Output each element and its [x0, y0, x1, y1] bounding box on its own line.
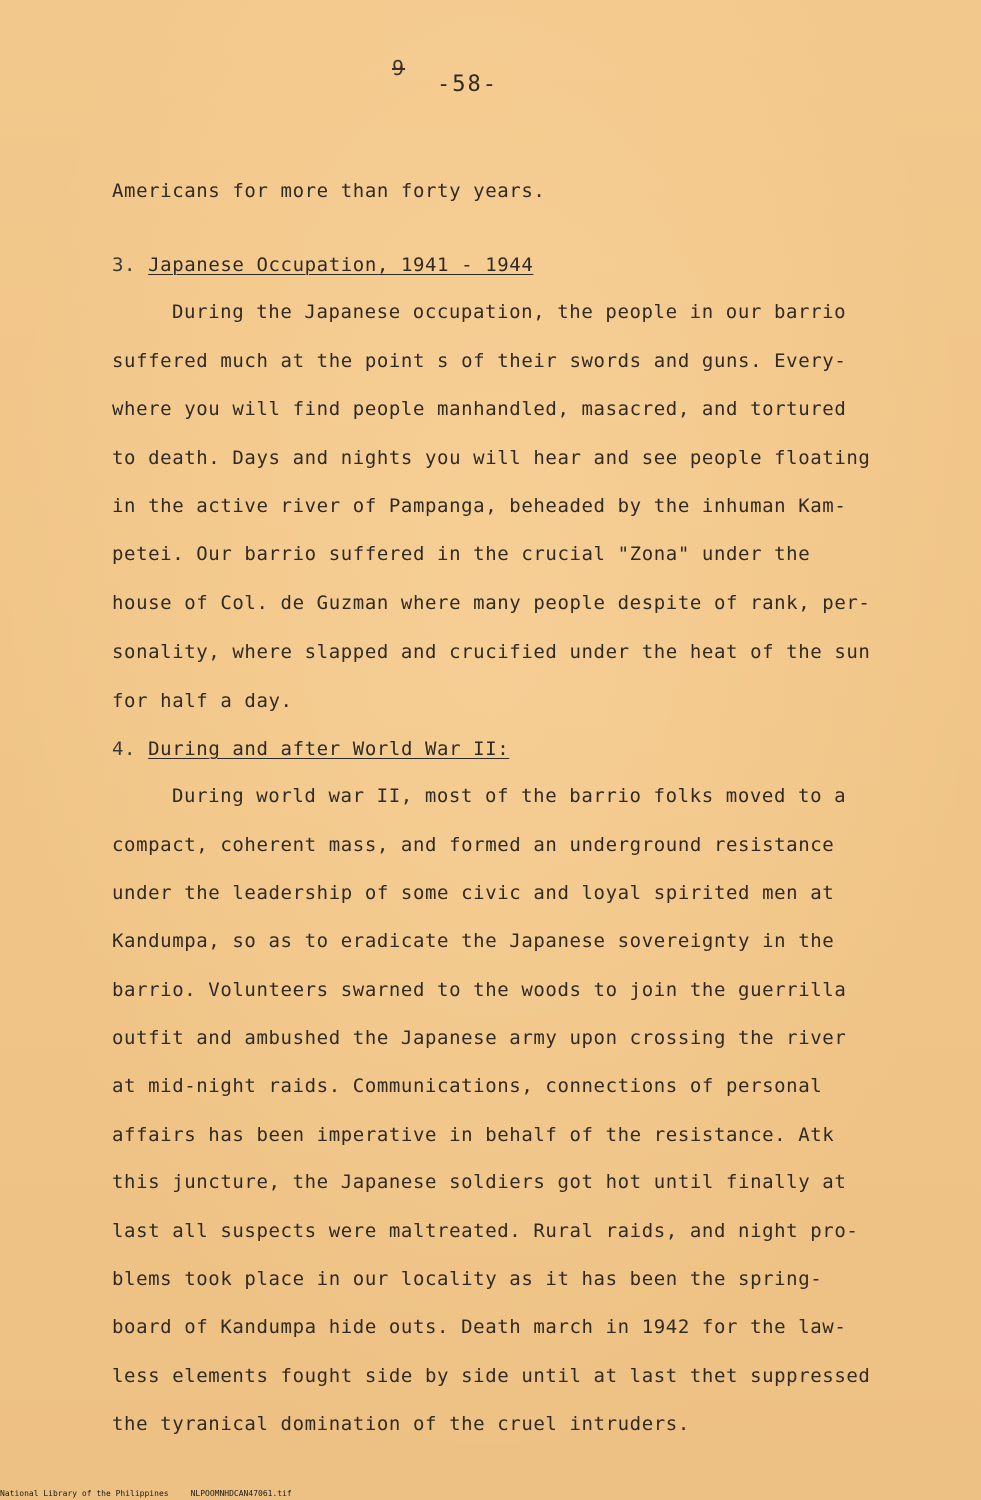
section-4-line: During world war II, most of the barrio folks moved to a	[172, 785, 847, 807]
section-4-line: last all suspects were maltreated. Rural raids, and night pro-	[112, 1220, 859, 1242]
section-3-number: 3.	[112, 254, 137, 276]
section-3-title: Japanese Occupation, 1941 - 1944	[148, 254, 534, 276]
section-3-line: house of Col. de Guzman where many people despite of rank, per-	[112, 592, 871, 614]
section-4-line: outfit and ambushed the Japanese army upon crossing the river	[112, 1027, 847, 1049]
section-4-heading	[112, 738, 509, 760]
section-3-line: sonality, where slapped and crucified under the heat of the sun	[112, 641, 871, 663]
section-4-title: During and after World War II:	[148, 738, 510, 760]
section-4-line: affairs has been imperative in behalf of the resistance. Atk	[112, 1124, 835, 1146]
section-3-line: During the Japanese occupation, the people in our barrio	[172, 301, 847, 323]
opening-line: Americans for more than forty years.	[112, 180, 546, 202]
section-3-line: where you will find people manhandled, masacred, and tortured	[112, 398, 847, 420]
section-3-line: to death. Days and nights you will hear and see people floating	[112, 447, 871, 469]
footer-library: National Library of the Philippines	[0, 1489, 169, 1498]
footer-filename: NLPOOMNHDCAN47061.tif	[190, 1489, 292, 1498]
section-4-line: the tyranical domination of the cruel intruders.	[112, 1413, 690, 1435]
section-4-line: this juncture, the Japanese soldiers got hot until finally at	[112, 1171, 847, 1193]
scan-footer	[0, 1489, 292, 1498]
section-4-number: 4.	[112, 738, 137, 760]
section-3-line: in the active river of Pampanga, beheaded by the inhuman Kam-	[112, 495, 847, 517]
section-3-line: suffered much at the point s of their swords and guns. Every-	[112, 350, 847, 372]
section-4-line: under the leadership of some civic and loyal spirited men at	[112, 882, 835, 904]
section-3-heading	[112, 254, 533, 276]
section-4-line: less elements fought side by side until at last thet suppressed	[112, 1365, 871, 1387]
section-4-line: compact, coherent mass, and formed an underground resistance	[112, 834, 835, 856]
page-number: -58-	[437, 72, 498, 97]
section-3-line: petei. Our barrio suffered in the crucial "Zona" under the	[112, 543, 811, 565]
section-4-line: at mid-night raids. Communications, connections of personal	[112, 1075, 823, 1097]
section-3-line: for half a day.	[112, 690, 293, 712]
section-4-line: Kandumpa, so as to eradicate the Japanese sovereignty in the	[112, 930, 835, 952]
section-4-line: blems took place in our locality as it has been the spring-	[112, 1268, 823, 1290]
struck-page-number: 9	[392, 56, 406, 80]
section-4-line: barrio. Volunteers swarned to the woods to join the guerrilla	[112, 979, 847, 1001]
section-4-line: board of Kandumpa hide outs. Death march in 1942 for the law-	[112, 1316, 847, 1338]
